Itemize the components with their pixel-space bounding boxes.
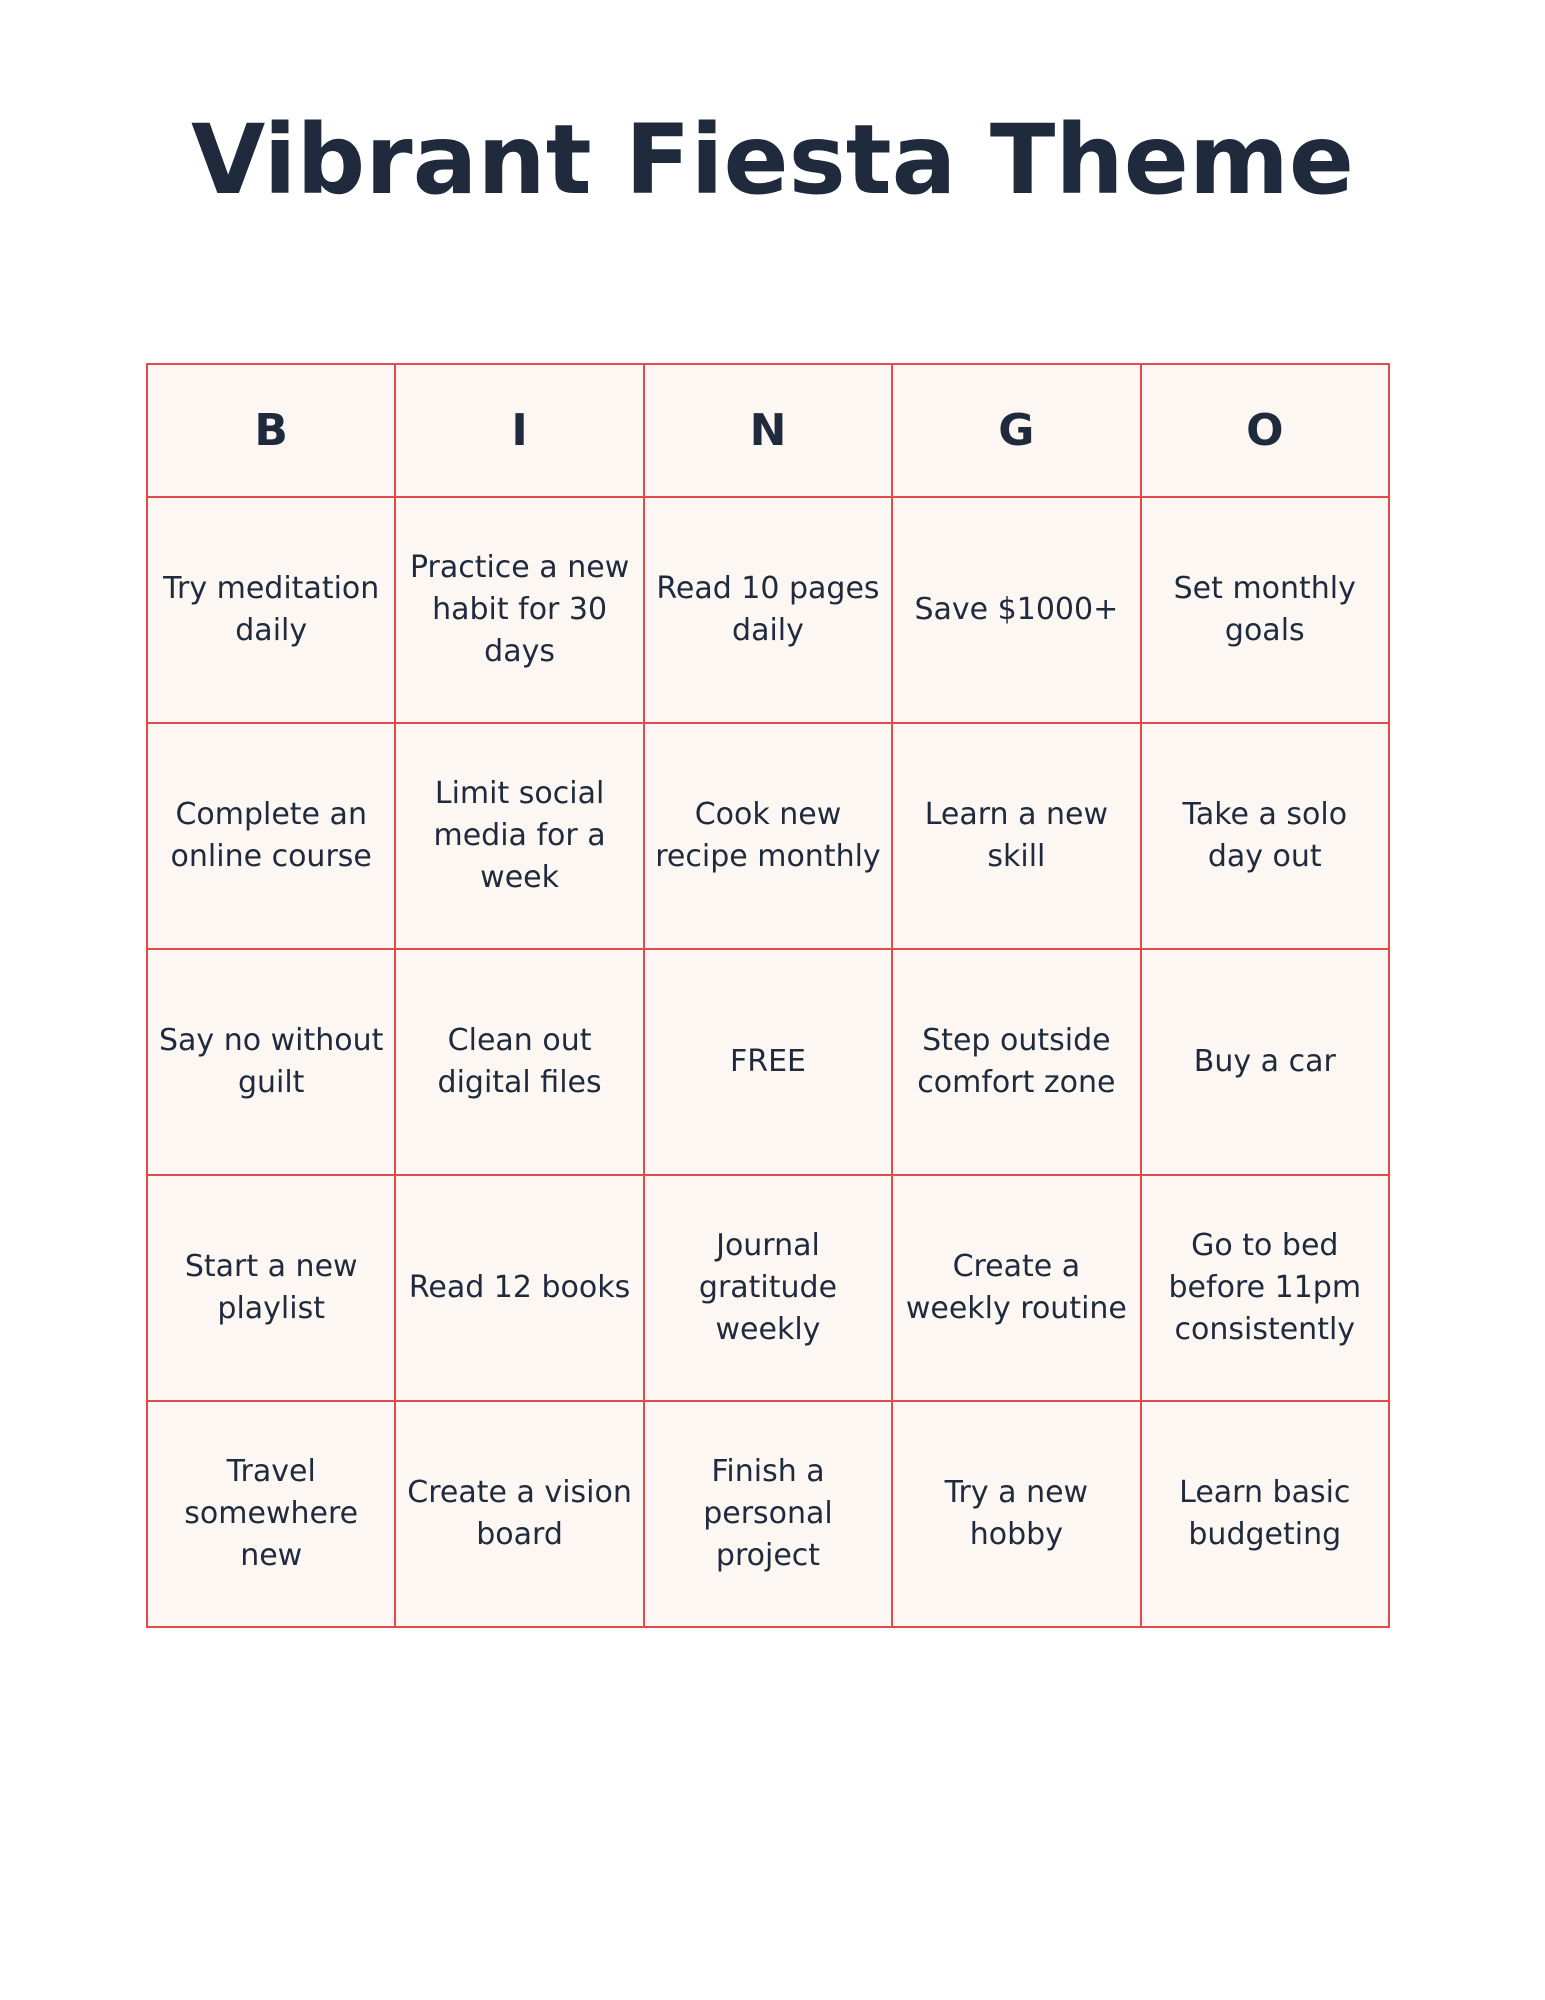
bingo-header-row	[147, 364, 1389, 497]
bingo-row	[147, 1175, 1389, 1401]
bingo-cell: Take a solo day out	[1141, 723, 1389, 949]
bingo-cell: Create a vision board	[395, 1401, 643, 1627]
page-title: Vibrant Fiesta Theme	[191, 104, 1354, 216]
bingo-row	[147, 497, 1389, 723]
bingo-cell: Start a new playlist	[147, 1175, 395, 1401]
bingo-cell: Set monthly goals	[1141, 497, 1389, 723]
free-space: FREE	[644, 949, 892, 1175]
bingo-row	[147, 723, 1389, 949]
bingo-cell: Say no without guilt	[147, 949, 395, 1175]
bingo-cell: Buy a car	[1141, 949, 1389, 1175]
bingo-cell: Practice a new habit for 30 days	[395, 497, 643, 723]
bingo-row	[147, 949, 1389, 1175]
bingo-board	[146, 363, 1390, 1628]
bingo-row	[147, 1401, 1389, 1627]
bingo-header-g: G	[892, 364, 1140, 497]
bingo-cell: Clean out digital files	[395, 949, 643, 1175]
bingo-cell: Journal gratitude weekly	[644, 1175, 892, 1401]
bingo-cell: Try meditation daily	[147, 497, 395, 723]
bingo-cell: Cook new recipe monthly	[644, 723, 892, 949]
bingo-cell: Limit social media for a week	[395, 723, 643, 949]
bingo-cell: Go to bed before 11pm consistently	[1141, 1175, 1389, 1401]
bingo-header-i: I	[395, 364, 643, 497]
bingo-cell: Learn a new skill	[892, 723, 1140, 949]
bingo-header-n: N	[644, 364, 892, 497]
bingo-header-o: O	[1141, 364, 1389, 497]
bingo-cell: Read 10 pages daily	[644, 497, 892, 723]
bingo-cell: Step outside comfort zone	[892, 949, 1140, 1175]
bingo-cell: Save $1000+	[892, 497, 1140, 723]
bingo-header-b: B	[147, 364, 395, 497]
bingo-cell: Travel somewhere new	[147, 1401, 395, 1627]
bingo-cell: Learn basic budgeting	[1141, 1401, 1389, 1627]
bingo-cell: Create a weekly routine	[892, 1175, 1140, 1401]
bingo-cell: Finish a personal project	[644, 1401, 892, 1627]
bingo-cell: Read 12 books	[395, 1175, 643, 1401]
bingo-cell: Complete an online course	[147, 723, 395, 949]
bingo-cell: Try a new hobby	[892, 1401, 1140, 1627]
